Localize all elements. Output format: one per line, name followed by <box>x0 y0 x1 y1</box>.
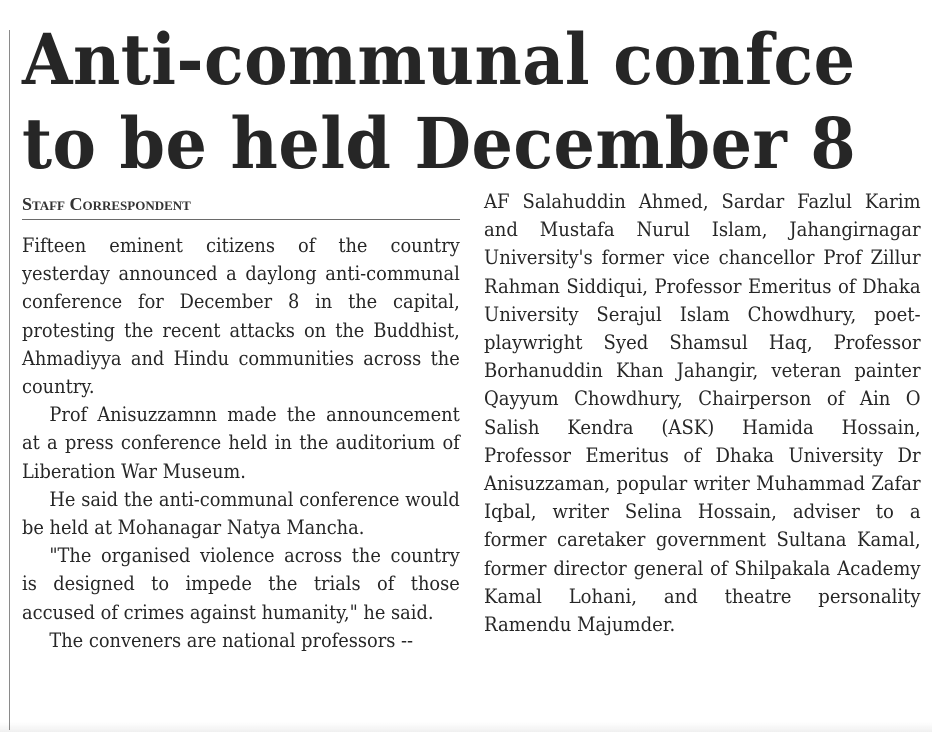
headline-line-1: Anti-communal confce <box>22 18 856 101</box>
byline: Staff Correspondent <box>22 193 460 220</box>
headline-line-2: to be held December 8 <box>22 102 857 185</box>
paragraph: Prof Anisuzzamnn made the announcement at a press conference held in the auditorium of Liberation War Museum. <box>22 403 460 483</box>
paragraph: The conveners are national professors -- <box>49 628 414 652</box>
headline <box>22 18 859 186</box>
right-column <box>484 188 921 639</box>
paragraph: "The organised violence across the country is designed to impede the trials of those accused of crimes against humanity," he said. <box>22 544 460 624</box>
paragraph: Fifteen eminent citizens of the country yesterday announced a daylong anti-communal conference for December 8 in the capital, protesting the recent attacks on the Buddhist, Ahmadiyya and Hindu communities across the country. <box>22 234 460 399</box>
paragraph: AF Salahuddin Ahmed, Sardar Fazlul Karim and Mustafa Nurul Islam, Jahangirnagar University's former vice chancellor Prof Zillur Rahman Siddiqui, Professor Emeritus of Dhaka University Serajul Islam Chowdhury, poet-playwright Syed Shamsul Haq, Professor Borhanuddin Khan Jahangir, veteran painter Qayyum Chowdhury, Chairperson of Ain O Salish Kendra (ASK) Hamida Hossain, Professor Emeritus of Dhaka University Dr Anisuzzaman, popular writer Muhammad Zafar Iqbal, writer Selina Hossain, adviser to a former caretaker government Sultana Kamal, former director general of Shilpakala Academy Kamal Lohani, and theatre personality Ramendu Majumder. <box>484 190 921 637</box>
paragraph: He said the anti-communal conference would be held at Mohanagar Natya Mancha. <box>22 487 460 540</box>
page-edge <box>0 722 932 732</box>
left-column <box>22 232 460 655</box>
column-rule <box>9 30 10 730</box>
